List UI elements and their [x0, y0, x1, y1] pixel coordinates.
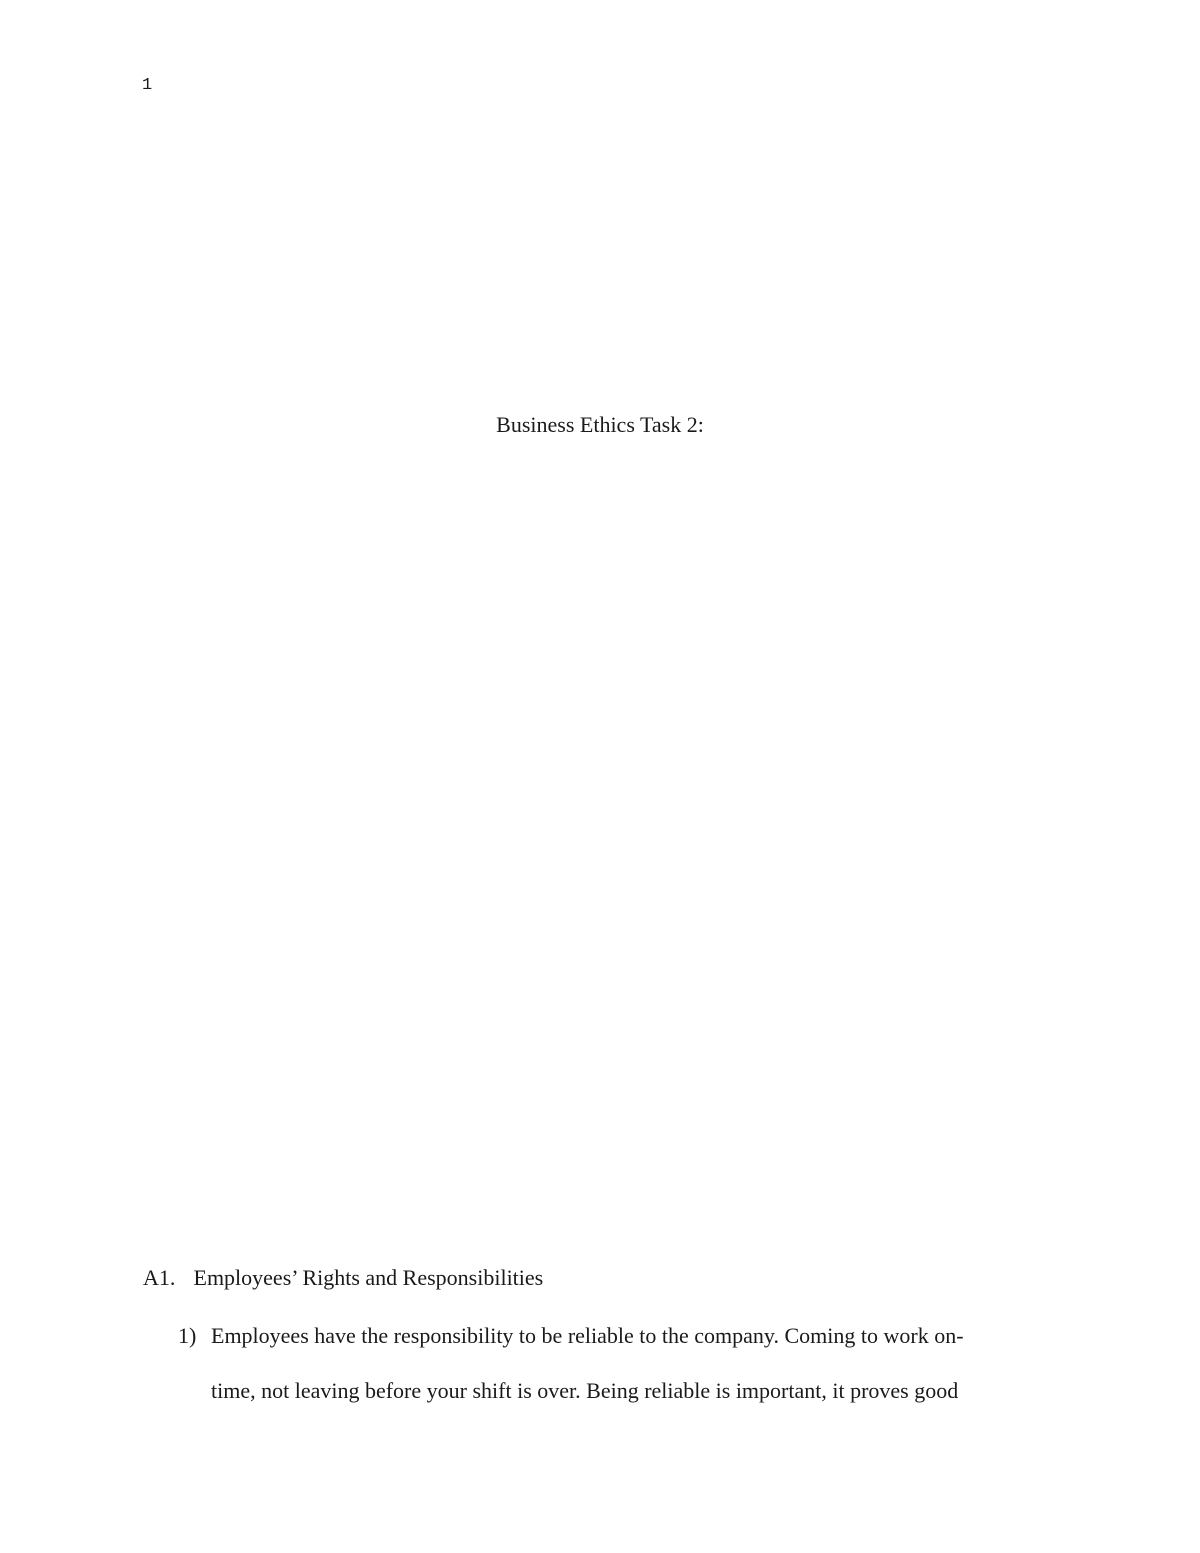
paragraph-line: time, not leaving before your shift is over. Being reliable is important, it proves good [211, 1378, 959, 1403]
section-id: A1. [143, 1265, 176, 1290]
list-marker: 1) [178, 1323, 197, 1348]
section-title: Employees’ Rights and Responsibilities [193, 1265, 544, 1290]
section-heading [143, 1263, 543, 1293]
page-number: 1 [142, 76, 153, 95]
document-title: Business Ethics Task 2: [496, 412, 704, 437]
paragraph-line: Employees have the responsibility to be reliable to the company. Coming to work on- [211, 1323, 964, 1348]
